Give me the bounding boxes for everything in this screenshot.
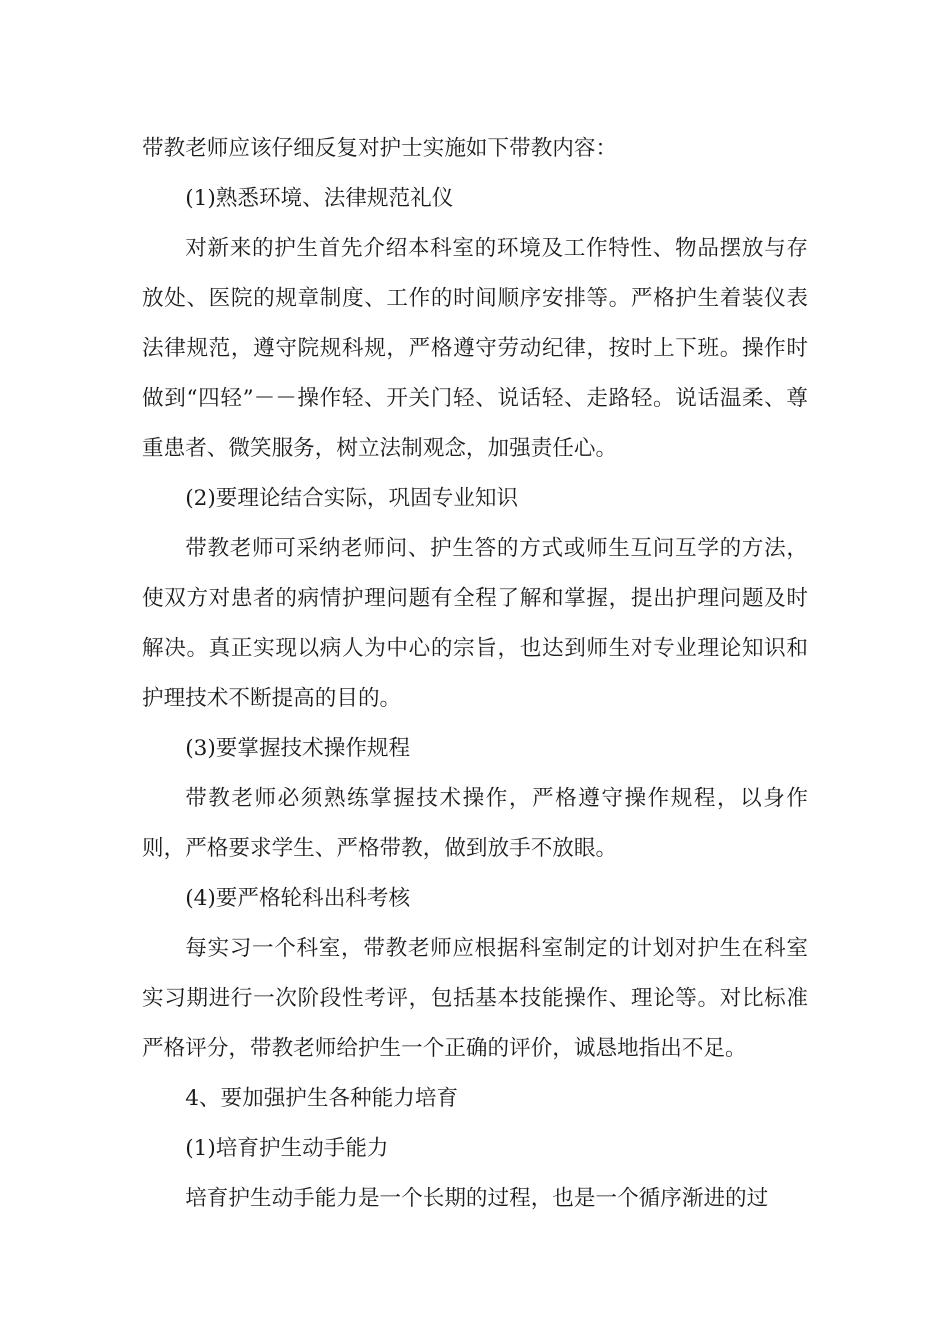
- paragraph-rotation-assessment: 每实习一个科室，带教老师应根据科室制定的计划对护生在科室实习期进行一次阶段性考评，包括基本技能操作、理论等。对比标准严格评分，带教老师给护生一个正确的评价，诚恳地指出不足。: [142, 936, 808, 1061]
- heading-rotation-assessment: (4)要严格轮科出科考核: [185, 886, 411, 911]
- document-body: [142, 124, 808, 1224]
- heading-operation-rules: (3)要掌握技术操作规程: [185, 736, 411, 761]
- heading-theory-practice: (2)要理论结合实际，巩固专业知识: [185, 486, 519, 511]
- paragraph-theory-practice: 带教老师可采纳老师问、护生答的方式或师生互问互学的方法，使双方对患者的病情护理问题有全程了解和掌握，提出护理问题及时解决。真正实现以病人为中心的宗旨，也达到师生对专业理论知识和护理技术不断提高的目的。: [142, 536, 808, 711]
- paragraph-hands-on-ability: 培育护生动手能力是一个长期的过程，也是一个循序渐进的过: [185, 1186, 769, 1211]
- paragraph-intro: 带教老师应该仔细反复对护士实施如下带教内容：: [142, 136, 618, 161]
- paragraph-operation-rules: 带教老师必须熟练掌握技术操作，严格遵守操作规程，以身作则，严格要求学生、严格带教，做到放手不放眼。: [142, 786, 808, 861]
- heading-familiarize-environment: (1)熟悉环境、法律规范礼仪: [185, 186, 454, 211]
- paragraph-environment: 对新来的护生首先介绍本科室的环境及工作特性、物品摆放与存放处、医院的规章制度、工作的时间顺序安排等。严格护生着装仪表法律规范，遵守院规科规，严格遵守劳动纪律，按时上下班。操作时做到“四轻”－－操作轻、开关门轻、说话轻、走路轻。说话温柔、尊重患者、微笑服务，树立法制观念，加强责任心。: [142, 236, 808, 461]
- heading-ability-training: 4、要加强护生各种能力培育: [185, 1086, 459, 1111]
- heading-hands-on-ability: (1)培育护生动手能力: [185, 1136, 389, 1161]
